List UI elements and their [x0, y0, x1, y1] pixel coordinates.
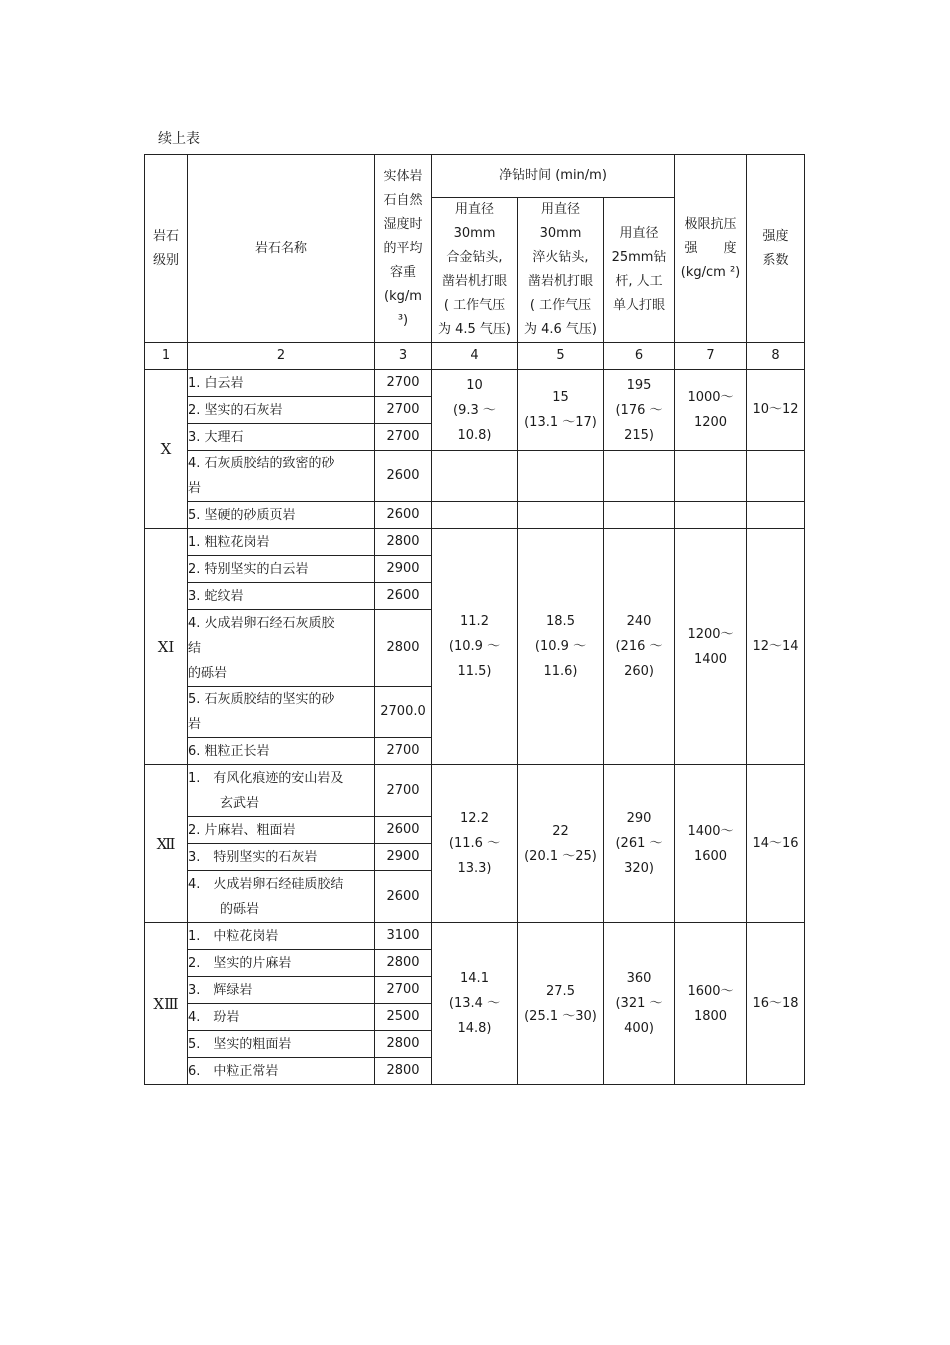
density-cell: 2600 [375, 583, 432, 610]
density-cell: 3100 [375, 923, 432, 950]
table-row [145, 370, 805, 397]
drill-time-alloy-cell: 11.2 (10.9 ～ 11.5) [432, 529, 518, 765]
col-number: 8 [747, 343, 805, 370]
table-row [145, 765, 805, 817]
grade-cell: XI [145, 529, 188, 765]
empty-cell [518, 451, 604, 502]
col-number: 5 [518, 343, 604, 370]
rock-name-cell: 3. 大理石 [188, 424, 375, 451]
drill-time-manual-cell: 290 (261 ～ 320) [604, 765, 675, 923]
rock-name-cell: 2. 片麻岩、粗面岩 [188, 817, 375, 844]
rock-name-cell: 6. 粗粒正长岩 [188, 738, 375, 765]
rock-name-cell: 3. 特别坚实的石灰岩 [188, 844, 375, 871]
rock-name-cell: 3. 蛇纹岩 [188, 583, 375, 610]
empty-cell [675, 451, 747, 502]
coefficient-cell: 16～18 [747, 923, 805, 1085]
table-row [145, 923, 805, 950]
col-number: 1 [145, 343, 188, 370]
rock-name-cell: 4. 火成岩卵石经硅质胶结 的砾岩 [188, 871, 375, 923]
rock-name-cell: 4. 火成岩卵石经石灰质胶 结 的砾岩 [188, 610, 375, 687]
header-manual-drill: 用直径 25mm钻 杆, 人工 单人打眼 [604, 198, 675, 343]
rock-name-cell: 1. 有风化痕迹的安山岩及 玄武岩 [188, 765, 375, 817]
header-alloy-bit: 用直径 30mm 合金钻头, 凿岩机打眼 ( 工作气压 为 4.5 气压) [432, 198, 518, 343]
density-cell: 2700 [375, 424, 432, 451]
strength-cell: 1600～ 1800 [675, 923, 747, 1085]
coefficient-cell: 10～12 [747, 370, 805, 451]
density-cell: 2600 [375, 871, 432, 923]
density-cell: 2800 [375, 529, 432, 556]
drill-time-manual-cell: 360 (321 ～ 400) [604, 923, 675, 1085]
col-number: 6 [604, 343, 675, 370]
coefficient-cell: 12～14 [747, 529, 805, 765]
empty-cell [604, 502, 675, 529]
density-cell: 2700.0 [375, 687, 432, 738]
grade-cell: XⅢ [145, 923, 188, 1085]
rock-name-cell: 4. 玢岩 [188, 1004, 375, 1031]
drill-time-quenched-cell: 18.5 (10.9 ～ 11.6) [518, 529, 604, 765]
col-number: 7 [675, 343, 747, 370]
empty-cell [518, 502, 604, 529]
header-coefficient: 强度 系数 [747, 155, 805, 343]
rock-name-cell: 1. 白云岩 [188, 370, 375, 397]
density-cell: 2700 [375, 738, 432, 765]
header-strength: 极限抗压 强 度 (kg/cm ²) [675, 155, 747, 343]
rock-name-cell: 1. 粗粒花岗岩 [188, 529, 375, 556]
density-cell: 2700 [375, 765, 432, 817]
coefficient-cell: 14～16 [747, 765, 805, 923]
empty-cell [432, 502, 518, 529]
density-cell: 2800 [375, 1031, 432, 1058]
header-drill-time: 净钻时间 (min/m) [432, 155, 675, 198]
density-cell: 2700 [375, 370, 432, 397]
header-density: 实体岩 石自然 湿度时 的平均 容重 (kg/m ³) [375, 155, 432, 343]
rock-name-cell: 5. 坚实的粗面岩 [188, 1031, 375, 1058]
table-row [145, 451, 805, 502]
header-grade: 岩石 级别 [145, 155, 188, 343]
strength-cell: 1000～ 1200 [675, 370, 747, 451]
grade-cell: Ⅻ [145, 765, 188, 923]
density-cell: 2700 [375, 977, 432, 1004]
empty-cell [675, 502, 747, 529]
drill-time-alloy-cell: 14.1 (13.4 ～ 14.8) [432, 923, 518, 1085]
col-number: 2 [188, 343, 375, 370]
col-number: 4 [432, 343, 518, 370]
density-cell: 2500 [375, 1004, 432, 1031]
drill-time-quenched-cell: 22 (20.1 ～25) [518, 765, 604, 923]
rock-name-cell: 2. 特别坚实的白云岩 [188, 556, 375, 583]
empty-cell [432, 451, 518, 502]
drill-time-alloy-cell: 10 (9.3 ～ 10.8) [432, 370, 518, 451]
rock-classification-table [144, 154, 805, 1085]
header-rock-name: 岩石名称 [188, 155, 375, 343]
rock-name-cell: 5. 坚硬的砂质页岩 [188, 502, 375, 529]
table-row [145, 529, 805, 556]
drill-time-manual-cell: 240 (216 ～ 260) [604, 529, 675, 765]
rock-name-cell: 2. 坚实的片麻岩 [188, 950, 375, 977]
density-cell: 2900 [375, 844, 432, 871]
density-cell: 2800 [375, 610, 432, 687]
empty-cell [747, 451, 805, 502]
table-caption: 续上表 [158, 131, 200, 147]
density-cell: 2800 [375, 950, 432, 977]
table-row [145, 502, 805, 529]
drill-time-alloy-cell: 12.2 (11.6 ～ 13.3) [432, 765, 518, 923]
drill-time-quenched-cell: 27.5 (25.1 ～30) [518, 923, 604, 1085]
density-cell: 2800 [375, 1058, 432, 1085]
column-number-row [145, 343, 805, 370]
rock-name-cell: 4. 石灰质胶结的致密的砂 岩 [188, 451, 375, 502]
empty-cell [604, 451, 675, 502]
grade-cell: X [145, 370, 188, 529]
drill-time-manual-cell: 195 (176 ～ 215) [604, 370, 675, 451]
rock-name-cell: 2. 坚实的石灰岩 [188, 397, 375, 424]
rock-name-cell: 1. 中粒花岗岩 [188, 923, 375, 950]
empty-cell [747, 502, 805, 529]
strength-cell: 1400～ 1600 [675, 765, 747, 923]
col-number: 3 [375, 343, 432, 370]
density-cell: 2600 [375, 451, 432, 502]
density-cell: 2700 [375, 397, 432, 424]
density-cell: 2600 [375, 502, 432, 529]
rock-name-cell: 3. 辉绿岩 [188, 977, 375, 1004]
rock-name-cell: 5. 石灰质胶结的坚实的砂 岩 [188, 687, 375, 738]
header-quenched-bit: 用直径 30mm 淬火钻头, 凿岩机打眼 ( 工作气压 为 4.6 气压) [518, 198, 604, 343]
density-cell: 2600 [375, 817, 432, 844]
strength-cell: 1200～ 1400 [675, 529, 747, 765]
density-cell: 2900 [375, 556, 432, 583]
drill-time-quenched-cell: 15 (13.1 ～17) [518, 370, 604, 451]
rock-name-cell: 6. 中粒正常岩 [188, 1058, 375, 1085]
